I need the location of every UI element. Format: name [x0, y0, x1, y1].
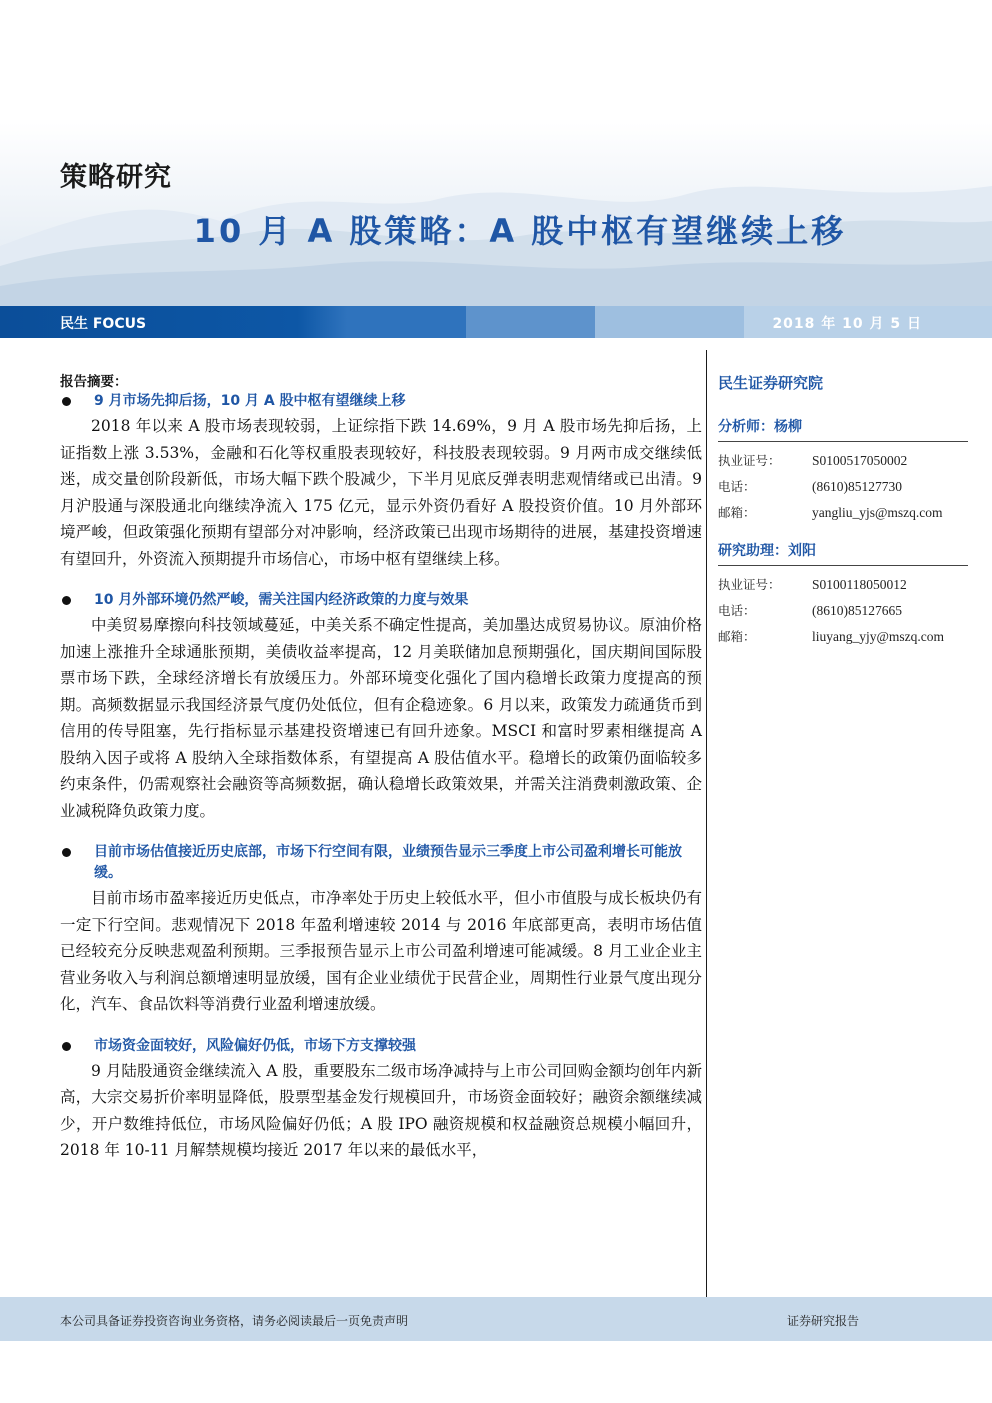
cert-label: 执业证号： [718, 577, 781, 592]
section-kicker: 策略研究 [60, 162, 172, 193]
institute-name: 民生证券研究院 [718, 374, 824, 392]
section-paragraph: 中美贸易摩擦向科技领域蔓延，中美关系不确定性提高，美加墨达成贸易协议。原油价格加速上涨推升全球通胀预期，美债收益率提高，12 月美联储加息预期强化，国庆期间国际股票市场下跌，全球经济增长有放缓压力。外部环境变化强化了国内稳增长政策力度提高的预期。高频数据显示我国经济景气度仍处低位，但有企稳迹象。6 月以来，政策发力疏通货币到信用的传导阻塞，先行指标显示基建投资增速已有回升迹象。MSCI 和富时罗素相继提高 A 股纳入因子或将 A 股纳入全球指数体系，有望提高 A 股估值水平。稳增长的政策仍面临较多约束条件，仍需观察社会融资等高频数据，确认稳增长政策效果，并需关注消费刺激政策、企业减税降负政策力度。 [60, 616, 702, 820]
section-paragraph: 2018 年以来 A 股市场表现较弱，上证综指下跌 14.69%，9 月 A 股市场先抑后扬，上证指数上涨 3.53%，金融和石化等权重股表现较好，科技股表现较弱。9 月两市成交继续低迷，成交量创阶段新低，市场大幅下跌个股减少，下半月见底反弹表明悲观情绪或已出清。9 月沪股通与深股通北向继续净流入 175 亿元，显示外资仍看好 A 股投资价值。10 月外部环境严峻，但政策强化预期有望部分对冲影响，经济政策已出现市场期待的进展，基建投资增速有望回升，外资流入预期提升市场信心，市场中枢有望继续上移。 [60, 417, 702, 568]
cert-number: S0100517050002 [812, 453, 908, 468]
analyst-card [718, 416, 968, 526]
section-heading-text: 目前市场估值接近历史底部，市场下行空间有限，业绩预告显示三季度上市公司盈利增长可能放缓。 [94, 844, 682, 881]
cert-label: 执业证号： [718, 453, 781, 468]
section-heading [60, 1036, 702, 1057]
column-divider [706, 350, 707, 1300]
header-backdrop [0, 0, 992, 306]
section-heading-text: 10 月外部环境仍然严峻，需关注国内经济政策的力度与效果 [94, 592, 469, 608]
section-paragraph: 目前市场市盈率接近历史低点，市净率处于历史上较低水平，但小市值股与成长板块仍有一定下行空间。悲观情况下 2018 年盈利增速较 2014 与 2016 年底部更高，表明市场估值已经较充分反映悲观盈利预期。三季报预告显示上市公司盈利增速可能减缓。8 月工业企业主营业务收入与利润总额增速明显放缓，国有企业业绩优于民营企业，周期性行业景气度出现分化，汽车、食品饮料等消费行业盈利增速放缓。 [60, 889, 702, 1013]
bullet-dot-icon [62, 397, 71, 406]
phone-number: (8610)85127730 [812, 479, 902, 494]
header-band [0, 306, 992, 338]
page-footer [0, 1297, 992, 1341]
document-type: 证券研究报告 [787, 1314, 860, 1328]
phone-number: (8610)85127665 [812, 603, 902, 618]
email-address[interactable]: liuyang_yjy@mszq.com [812, 629, 945, 644]
phone-label: 电话： [718, 603, 756, 618]
section-heading [60, 590, 702, 611]
report-date: 2018 年 10 月 5 日 [772, 316, 922, 332]
series-label: 民生 FOCUS [60, 316, 147, 332]
bullet-dot-icon [62, 848, 71, 857]
section-heading [60, 842, 702, 884]
abstract-label: 报告摘要： [60, 374, 128, 390]
section-heading-text: 市场资金面较好，风险偏好仍低，市场下方支撑较强 [94, 1037, 416, 1054]
analyst-sidebar [718, 370, 968, 664]
section-paragraph: 9 月陆股通资金继续流入 A 股，重要股东二级市场净减持与上市公司回购金额均创年内新高，大宗交易折价率明显降低，股票型基金发行规模回升，市场资金面较好；融资余额继续减少，开户数维持低位，市场风险偏好仍低；A 股 IPO 融资规模和权益融资总规模小幅回升，2018 年 10-11 月解禁规模均接近 2017 年以来的最低水平， [60, 1061, 702, 1159]
email-label: 邮箱： [718, 505, 756, 520]
bullet-dot-icon [62, 1042, 71, 1051]
abstract-column [60, 370, 702, 1164]
email-label: 邮箱： [718, 629, 756, 644]
report-title: 10 月 A 股策略：A 股中枢有望继续上移 [193, 212, 847, 250]
disclaimer-text: 本公司具备证券投资咨询业务资格，请务必阅读最后一页免责声明 [60, 1314, 409, 1328]
email-address[interactable]: yangliu_yjs@mszq.com [812, 505, 943, 520]
bullet-dot-icon [62, 596, 71, 605]
phone-label: 电话： [718, 479, 756, 494]
cert-number: S0100118050012 [812, 577, 907, 592]
assistant-title: 研究助理：刘阳 [718, 540, 968, 566]
section-heading [60, 391, 702, 412]
assistant-card [718, 540, 968, 650]
section-heading-text: 9 月市场先抑后扬，10 月 A 股中枢有望继续上移 [94, 393, 406, 409]
analyst-title: 分析师：杨柳 [718, 416, 968, 442]
